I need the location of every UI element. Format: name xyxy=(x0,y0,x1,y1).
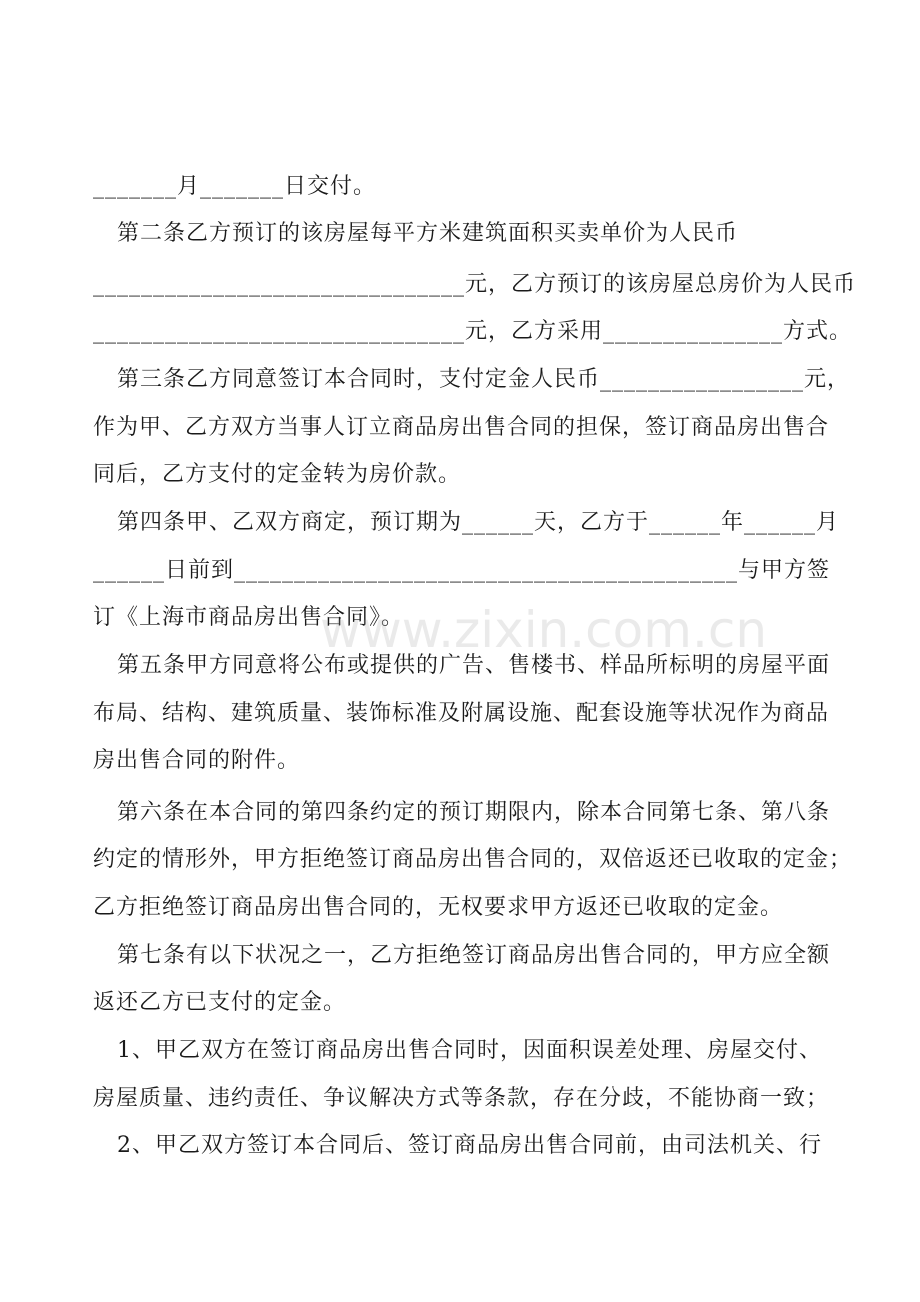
text-line: 返还乙方已支付的定金。 xyxy=(93,990,347,1015)
text-line: 房出售合同的附件。 xyxy=(93,748,301,773)
text-line: _______________________________元，乙方采用_______________方式。 xyxy=(93,319,853,344)
text-line: 第二条乙方预订的该房屋每平方米建筑面积买卖单价为人民币 xyxy=(117,221,739,246)
text-line: 布局、结构、建筑质量、装饰标准及附属设施、配套设施等状况作为商品 xyxy=(93,701,830,726)
text-line: 作为甲、乙方双方当事人订立商品房出售合同的担保，签订商品房出售合 xyxy=(93,415,830,440)
text-line: 第三条乙方同意签订本合同时，支付定金人民币_________________元， xyxy=(117,367,851,392)
text-line: 第五条甲方同意将公布或提供的广告、售楼书、样品所标明的房屋平面 xyxy=(117,653,831,678)
text-line: 同后，乙方支付的定金转为房价款。 xyxy=(93,462,462,487)
text-line: 约定的情形外，甲方拒绝签订商品房出售合同的，双倍返还已收取的定金； xyxy=(93,847,853,872)
text-line: 第四条甲、乙双方商定，预订期为______天，乙方于______年______月 xyxy=(117,510,840,535)
text-line: 第六条在本合同的第四条约定的预订期限内，除本合同第七条、第八条 xyxy=(117,800,831,825)
text-line: ______日前到__________________________________________与甲方签 xyxy=(93,558,831,583)
text-line: 第七条有以下状况之一，乙方拒绝签订商品房出售合同的，甲方应全额 xyxy=(117,943,831,968)
text-line: 乙方拒绝签订商品房出售合同的，无权要求甲方返还已收取的定金。 xyxy=(93,895,784,920)
text-line: 1、甲乙双方在签订商品房出售合同时，因面积误差处理、房屋交付、 xyxy=(117,1038,822,1063)
text-line: 订《上海市商品房出售合同》。 xyxy=(93,605,405,630)
text-line: 房屋质量、违约责任、争议解决方式等条款，存在分歧，不能协商一致； xyxy=(93,1086,830,1111)
text-line: 2、甲乙双方签订本合同后、签订商品房出售合同前，由司法机关、行 xyxy=(117,1133,822,1158)
watermark: www.zixin.com.cn xyxy=(320,601,768,659)
text-line: _______________________________元，乙方预订的该房屋总房价为人民币 xyxy=(93,272,857,297)
text-line: _______月_______日交付。 xyxy=(93,174,377,199)
